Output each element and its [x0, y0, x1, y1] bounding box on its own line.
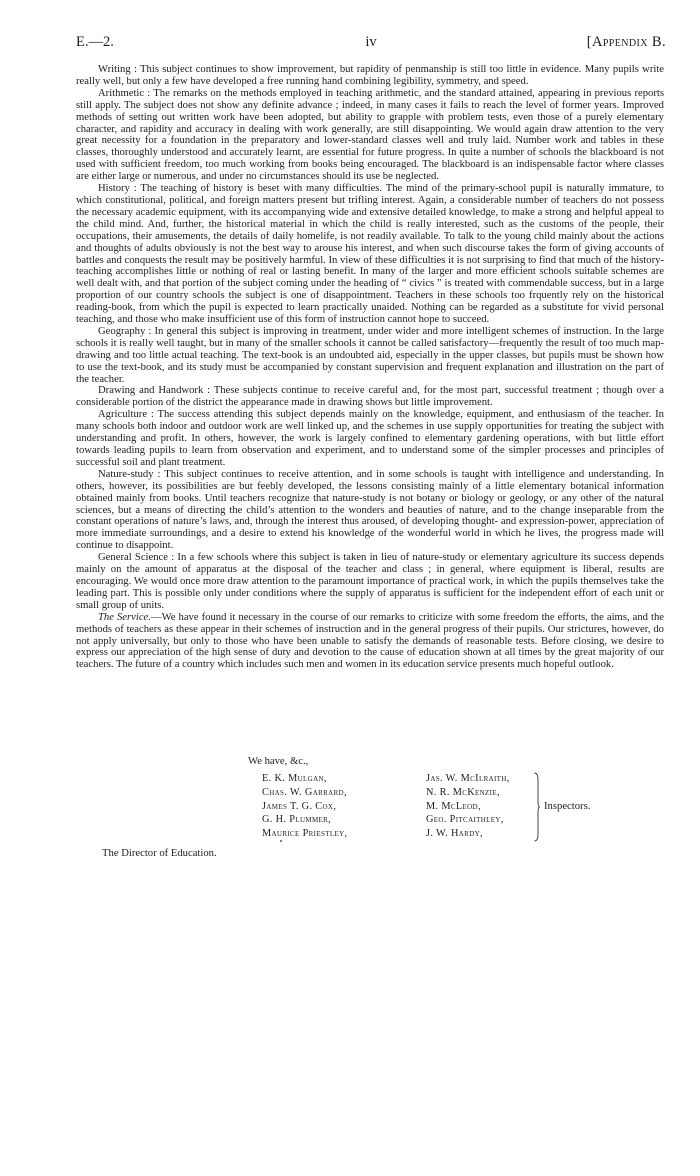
signatory-name: James T. G. Cox, [262, 800, 337, 812]
section-heading: General Science : [98, 552, 175, 564]
header-appendix: [Appendix B. [586, 34, 666, 50]
signatory-name: J. W. Hardy, [426, 828, 483, 840]
section-writing [76, 64, 664, 88]
signatory-name: M. McLeod, [426, 800, 481, 812]
section-text: These subjects continue to receive careful and, for the most part, successful treatment ; though over a considerable portion of the district the appearance made in drawing shows but little improvement. [76, 385, 664, 409]
signatory-name: N. R. McKenzie, [426, 786, 500, 798]
signatory-name: Jas. W. McIlraith, [426, 773, 510, 784]
section-drawing-handwork [76, 385, 664, 409]
section-text: In general this subject is improving in treatment, under wider and more intelligent schemes of instruction. In the large schools it is really well taught, but in many of the smaller schools it cannot be called satisfactory—frequently the result of too much map-drawing and too little actual teaching. The text-book is an undoubted aid, especially in the upper classes, but pupils must be shown how to use the text-book, and its study must be accompanied by constant supervision and frequent explanation and illustration on the part of the teacher. [76, 325, 664, 385]
section-arithmetic [76, 88, 664, 183]
section-text: This subject continues to show improvement, but rapidity of penmanship is still too little in evidence. Many pupils write really well, but only a few have developed a free running hand combining legibility, symmetry, and speed. [76, 64, 664, 87]
section-heading: Nature-study : [98, 468, 161, 480]
signatory-name: G. H. Plummer, [262, 814, 332, 826]
section-text: In a few schools where this subject is taken in lieu of nature-study or elementary agriculture its success depends mainly on the amount of apparatus at the disposal of the teacher and class ; in general, where equipment is liberal, results are encouraging. We would once more draw attention to the paramount importance of practical work, in which the pupils themselves take the leading part. This is possible only under conditions where the supply of apparatus is sufficient for the independent effort of each unit or small group of units. [76, 552, 664, 611]
section-text: This subject continues to receive attention, and in some schools is taught with intelligence and understanding. In others, however, its possibilities are but feebly developed, the lessons consisting mainly of a little elementary botanical information obtained mainly from books. Until teachers recognize that nature-study is not botany or biology or geology, or any other of the natural sciences, but a means of directing the child’s attention to the wonders and beauties of nature, and to the change inseparable from the constant operations of nature’s laws, and, through the interest thus aroused, of developing thought- and expression-power, appreciation of more immediate surroundings, and a desire to extend his knowledge of the wonderful world in which he lives, the progress made will continue to disappoint. [76, 468, 664, 552]
signatories-left-column [262, 772, 412, 841]
section-text: The remarks on the methods employed in teaching arithmetic, and the standard attained, appearing in previous reports still apply. The subject does not show any definite advance ; indeed, in many cases it fails to reach the level of former years. Improved methods of setting out written work have been adopted, but ability to grapple with problem tests, even those of a purely elementary character, and rapidity and accuracy in dealing with work generally, are still disappointing. We would again draw attention to the very great necessity for a foundation in the preparatory and lower-standard classes well and truly laid. Number work and tables in these classes, thoroughly understood and accurately learnt, are essential for future progress. In quite a number of schools the blackboard is not used with sufficient freedom, too much working from books being encouraged. The blackboard is an indispensable factor where classes are either large or numerous, and under no circumstances should its use be neglected. [76, 87, 664, 183]
report-body [76, 64, 664, 671]
closing-salutation: We have, &c., [248, 756, 309, 767]
section-heading: Arithmetic : [98, 87, 151, 99]
section-text: —We have found it necessary in the course of our remarks to criticize with some freedom the efforts, the aims, and the methods of teachers as these appear in their schemes of instruction and in the general progress of their pupils. Our strictures, however, do not apply universally, but only to those who have been unable to satisfy the demands of reasonable tests. Before closing, we desire to express our appreciation of the high sense of duty and devotion to the cause of education shown at all times by the great majority of our teachers. The future of a country which includes such men and women in its education service presents much hopeful outlook. [76, 611, 665, 671]
section-heading: The Service. [98, 611, 151, 623]
section-text: The teaching of history is beset with many difficulties. The mind of the primary-school pupil is naturally immature, to which constitutional, political, and foreign matters present but trifling interest. Again, a considerable number of teachers do not possess the necessary academic equipment, with its accompanying wide and extensive detailed knowledge, to make a strong and helpful appeal to the child mind. And, further, the historical material in which the child is really interested, such as the customs of the people, their occupations, their amusements, the details of daily homelife, is not readily available. To talk to the young child mainly about the actions and thoughts of adults obviously is not the best way to arouse his interest, and when such discourse takes the form of giving accounts of battles and conquests the result may be positively harmful. In view of these difficulties it is not surprising to find that much of the history-teaching accomplishes little or nothing of real or lasting benefit. In many of the larger and more efficient schools suitable schemes are well dealt with, and that portion of the subject coming under the heading of “ civics ” is treated with commendable success, but in a large proportion of our country schools the subject is one of disappointment. Teachers in these schools too frquently rely on the historical reading-book, from which the pupil is expected to learn practically unaided. Nothing can be regarded as a substitute for vivid personal teaching, and those who make insufficient use of this form of instruction cannot hope to succeed. [76, 183, 664, 326]
section-heading: Drawing and Handwork : [98, 385, 211, 397]
right-brace-icon [534, 772, 540, 842]
section-general-science [76, 552, 664, 612]
signatory-name: Chas. W. Garrard, [262, 786, 347, 798]
section-heading: Geography : [98, 325, 152, 337]
ink-speck [280, 840, 282, 842]
inspectors-label: Inspectors. [544, 801, 591, 812]
signatory-name: Geo. Pitcaithley, [426, 814, 504, 826]
section-the-service [76, 612, 664, 672]
section-text: The success attending this subject depends mainly on the knowledge, equipment, and enthusiasm of the teacher. In many schools both indoor and outdoor work are well linked up, and the schemes in use supply opportunities for treating the subject with understanding and profit. In others, however, the work is largely confined to elementary gardening operations, with but little effort towards leading pupils to learn from observation and experiment, and to understand some of the simpler processes and principles of successful soil and plant treatment. [76, 409, 665, 468]
section-heading: History : [98, 183, 137, 195]
section-nature-study [76, 469, 664, 552]
section-geography [76, 326, 664, 386]
signatory-name: E. K. Mulgan, [262, 773, 327, 784]
section-heading: Writing : [98, 64, 137, 75]
header-reference: E.—2. [76, 34, 114, 50]
addressee: The Director of Education. [102, 848, 217, 859]
page-number: iv [365, 34, 377, 50]
section-heading: Agriculture : [98, 409, 154, 421]
page-header [76, 34, 666, 52]
signatory-name: Maurice Priestley, [262, 828, 348, 840]
section-agriculture [76, 409, 664, 469]
section-history [76, 183, 664, 326]
